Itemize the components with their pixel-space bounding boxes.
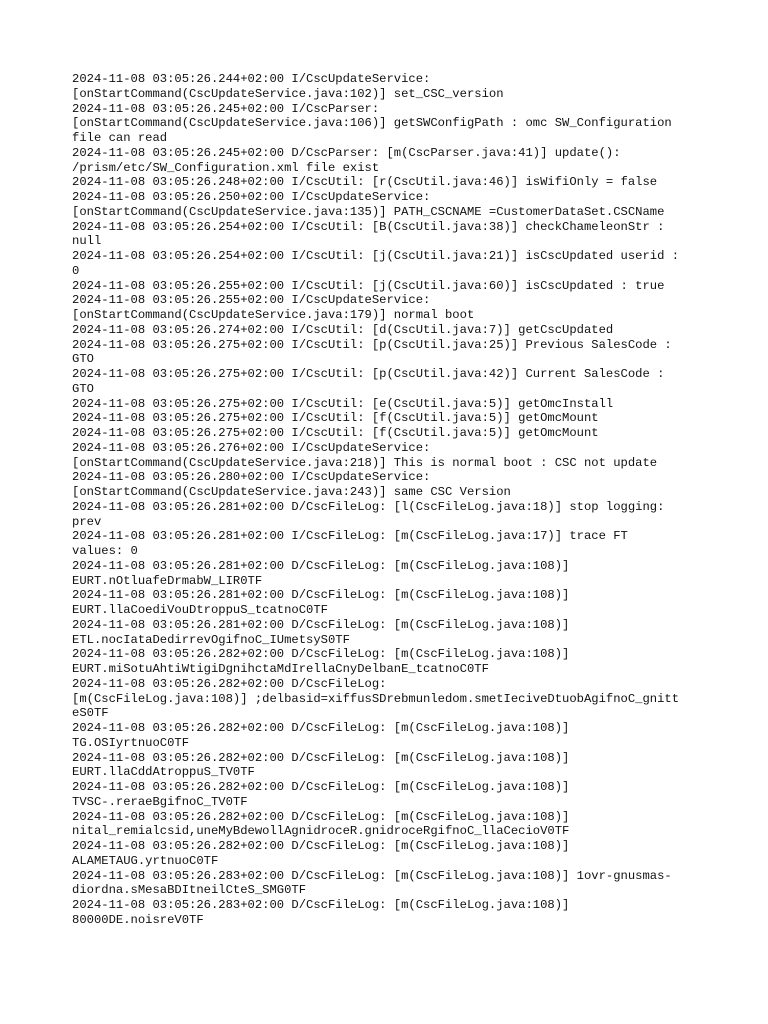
log-line: 2024-11-08 03:05:26.275+02:00 I/CscUtil: [f(CscUtil.java:5)] getOmcMount: [72, 426, 599, 440]
log-line: 2024-11-08 03:05:26.282+02:00 D/CscFileLog: [m(CscFileLog.java:108)]: [72, 721, 570, 735]
log-line: 2024-11-08 03:05:26.282+02:00 D/CscFileLog: [m(CscFileLog.java:108)]: [72, 780, 570, 794]
log-line: 2024-11-08 03:05:26.281+02:00 D/CscFileLog: [m(CscFileLog.java:108)]: [72, 588, 570, 603]
log-line: 2024-11-08 03:05:26.255+02:00 I/CscUtil: [j(CscUtil.java:60)] isCscUpdated : true: [72, 278, 665, 293]
log-line: 2024-11-08 03:05:26.281+02:00 D/CscFileLog: [m(CscFileLog.java:108)]: [72, 617, 570, 632]
log-line: [onStartCommand(CscUpdateService.java:106)] getSWConfigPath : omc SW_Configuration: [72, 116, 672, 131]
log-line: EURT.nOtluafeDrmabW_LIR0TF: [72, 573, 263, 588]
log-line: 2024-11-08 03:05:26.283+02:00 D/CscFileLog: [m(CscFileLog.java:108)] 1ovr-gnusmas-: [72, 868, 672, 883]
log-line: 2024-11-08 03:05:26.282+02:00 D/CscFileLog: [m(CscFileLog.java:108)]: [72, 839, 570, 853]
log-line: 2024-11-08 03:05:26.275+02:00 I/CscUtil: [p(CscUtil.java:42)] Current SalesCode :: [72, 367, 665, 381]
log-line: 2024-11-08 03:05:26.248+02:00 I/CscUtil: [r(CscUtil.java:46)] isWifiOnly = false: [72, 175, 658, 190]
log-line: [onStartCommand(CscUpdateService.java:102)] set_CSC_version: [72, 86, 504, 101]
log-line: 2024-11-08 03:05:26.274+02:00 I/CscUtil: [d(CscUtil.java:7)] getCscUpdated: [72, 322, 614, 337]
log-line: GTO: [72, 381, 94, 396]
log-line: [m(CscFileLog.java:108)] ;delbasid=xiffusSDrebmunledom.smetIeciveDtuobAgifnoC_gnitt: [72, 691, 680, 706]
log-line: TVSC-.reraeBgifnoC_TV0TF: [72, 794, 248, 809]
log-line: 2024-11-08 03:05:26.275+02:00 I/CscUtil: [p(CscUtil.java:25)] Previous SalesCode :: [72, 337, 672, 352]
log-line: 2024-11-08 03:05:26.244+02:00 I/CscUpdateService:: [72, 72, 431, 86]
log-line: values: 0: [72, 544, 138, 558]
log-line: 2024-11-08 03:05:26.254+02:00 I/CscUtil: [B(CscUtil.java:38)] checkChameleonStr :: [72, 219, 665, 234]
log-line: 80000DE.noisreV0TF: [72, 912, 204, 927]
log-line: EURT.miSotuAhtiWtigiDgnihctaMdIrellaCnyDelbanE_tcatnoC0TF: [72, 662, 489, 676]
log-line: 0: [72, 263, 80, 278]
log-line: TG.OSIyrtnuoC0TF: [72, 735, 190, 750]
log-line: 2024-11-08 03:05:26.250+02:00 I/CscUpdateService:: [72, 190, 431, 204]
log-line: 2024-11-08 03:05:26.281+02:00 I/CscFileLog: [m(CscFileLog.java:17)] trace FT: [72, 529, 628, 544]
log-line: null: [72, 234, 102, 249]
log-line: 2024-11-08 03:05:26.275+02:00 I/CscUtil: [f(CscUtil.java:5)] getOmcMount: [72, 411, 599, 426]
log-line: [onStartCommand(CscUpdateService.java:243)] same CSC Version: [72, 485, 511, 499]
log-line: EURT.llaCddAtroppuS_TV0TF: [72, 765, 255, 780]
log-line: /prism/etc/SW_Configuration.xml file exist: [72, 160, 380, 175]
log-line: [onStartCommand(CscUpdateService.java:179)] normal boot: [72, 308, 475, 322]
log-line: nital_remialcsid,uneMyBdewollAgnidroceR.gnidroceRgifnoC_llaCecioV0TF: [72, 824, 570, 839]
log-line: file can read: [72, 131, 168, 145]
log-line: diordna.sMesaBDItneilCteS_SMG0TF: [72, 883, 307, 898]
log-line: 2024-11-08 03:05:26.282+02:00 D/CscFileLog: [m(CscFileLog.java:108)]: [72, 647, 570, 662]
log-line: 2024-11-08 03:05:26.245+02:00 I/CscParser:: [72, 101, 380, 116]
log-line: 2024-11-08 03:05:26.281+02:00 D/CscFileLog: [l(CscFileLog.java:18)] stop logging:: [72, 499, 665, 514]
log-line: 2024-11-08 03:05:26.276+02:00 I/CscUpdateService:: [72, 440, 431, 455]
log-line: EURT.llaCoediVouDtroppuS_tcatnoC0TF: [72, 603, 328, 617]
log-line: prev: [72, 514, 102, 529]
log-line: 2024-11-08 03:05:26.255+02:00 I/CscUpdateService:: [72, 293, 431, 308]
log-line: 2024-11-08 03:05:26.282+02:00 D/CscFileLog:: [72, 676, 387, 691]
log-document: [72, 72, 702, 928]
log-line: 2024-11-08 03:05:26.275+02:00 I/CscUtil: [e(CscUtil.java:5)] getOmcInstall: [72, 396, 614, 411]
log-line: 2024-11-08 03:05:26.283+02:00 D/CscFileLog: [m(CscFileLog.java:108)]: [72, 898, 570, 912]
log-line: GTO: [72, 352, 94, 367]
log-line: ALAMETAUG.yrtnuoC0TF: [72, 853, 219, 868]
log-line: [onStartCommand(CscUpdateService.java:218)] This is normal boot : CSC not update: [72, 455, 658, 470]
log-line: [onStartCommand(CscUpdateService.java:135)] PATH_CSCNAME =CustomerDataSet.CSCName: [72, 204, 665, 219]
log-line: 2024-11-08 03:05:26.254+02:00 I/CscUtil: [j(CscUtil.java:21)] isCscUpdated userid :: [72, 249, 680, 263]
log-line: ETL.nocIataDedirrevOgifnoC_IUmetsyS0TF: [72, 632, 350, 647]
log-line: 2024-11-08 03:05:26.245+02:00 D/CscParser: [m(CscParser.java:41)] update():: [72, 145, 621, 160]
log-line: 2024-11-08 03:05:26.280+02:00 I/CscUpdateService:: [72, 470, 431, 485]
log-line: eS0TF: [72, 706, 109, 721]
log-line: 2024-11-08 03:05:26.282+02:00 D/CscFileLog: [m(CscFileLog.java:108)]: [72, 809, 570, 824]
log-line: 2024-11-08 03:05:26.281+02:00 D/CscFileLog: [m(CscFileLog.java:108)]: [72, 558, 570, 573]
log-line: 2024-11-08 03:05:26.282+02:00 D/CscFileLog: [m(CscFileLog.java:108)]: [72, 750, 570, 765]
